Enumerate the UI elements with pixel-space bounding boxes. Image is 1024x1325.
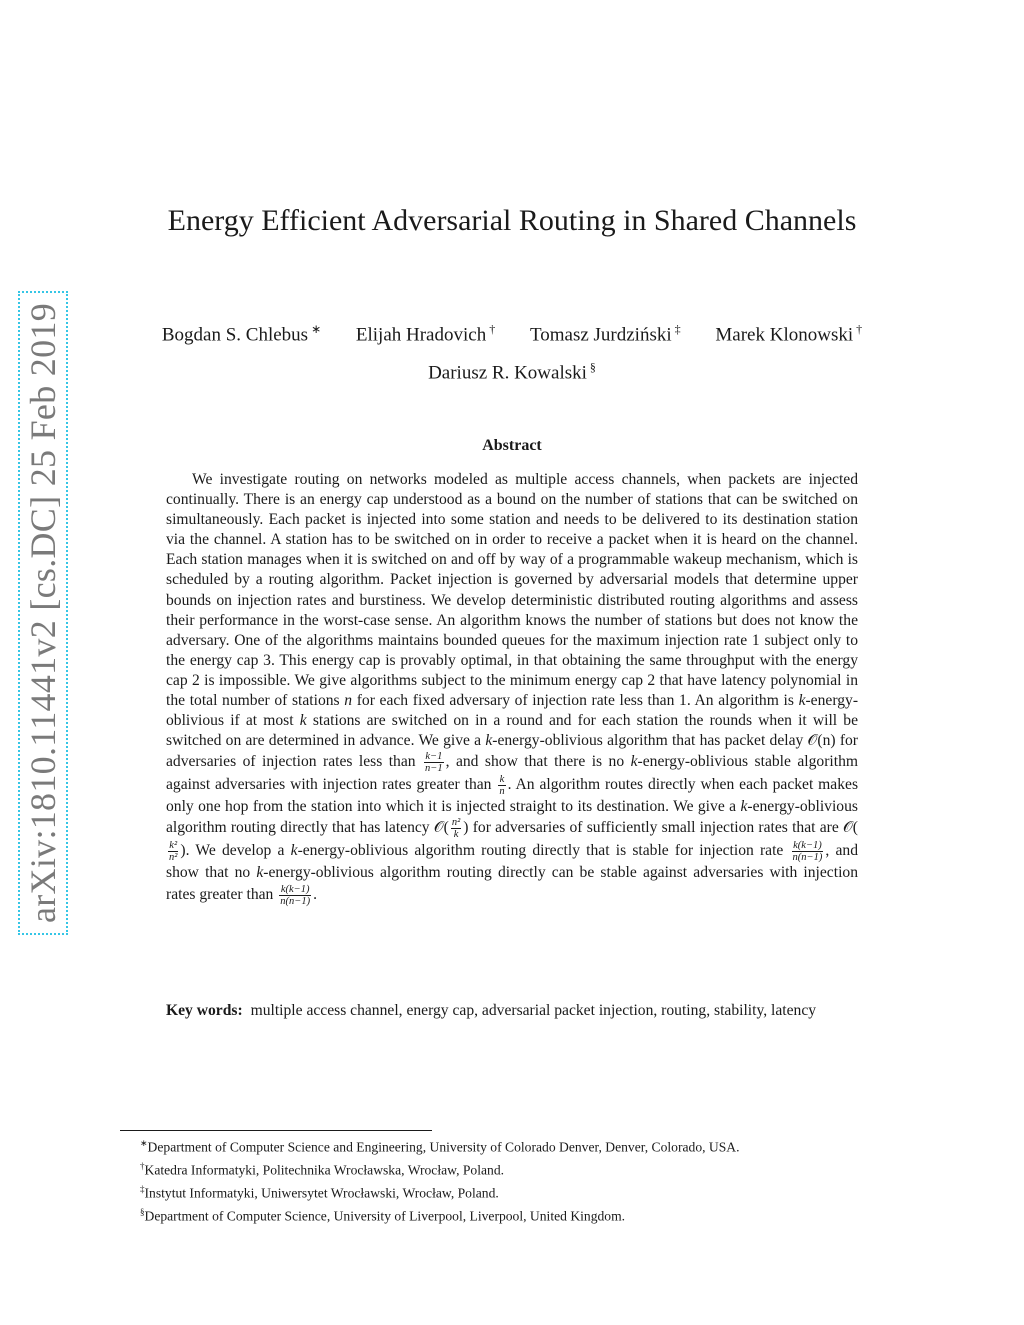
paper-title: Energy Efficient Adversarial Routing in Shared Channels — [167, 204, 857, 238]
abstract-text: -energy-oblivious algorithm that has packet delay — [492, 732, 804, 750]
abstract-text: -energy-oblivious algorithm routing directly can be stable against adversaries with injection rates greater than — [166, 864, 858, 903]
affiliation-mark: § — [589, 360, 596, 375]
abstract-text: , and show that there is no — [445, 753, 625, 771]
author: Marek Klonowski † — [715, 322, 863, 346]
fraction: $\frac{\text{n²}}{k}$ — [451, 817, 461, 841]
affiliation-mark: † — [856, 322, 863, 336]
footnote-divider — [120, 1130, 432, 1131]
arxiv-identifier[interactable]: arXiv:1810.11441v2 [cs.DC] 25 Feb 2019 — [18, 291, 68, 935]
math-var: k — [630, 753, 638, 771]
math-expression: 𝒪( — [842, 819, 859, 837]
author: Bogdan S. Chlebus ∗ — [161, 322, 322, 346]
abstract-heading: Abstract — [482, 437, 542, 454]
arxiv-sidebar — [22, 302, 64, 924]
footnote: †Katedra Informatyki, Politechnika Wrocławska, Wrocław, Poland. — [140, 1161, 505, 1178]
math-expression: ) — [463, 819, 469, 837]
author: Elijah Hradovich † — [355, 322, 496, 346]
math-var: k — [740, 798, 748, 816]
author: Dariusz R. Kowalski § — [428, 360, 596, 384]
math-expression: 𝒪(n) — [807, 732, 836, 750]
abstract-text: . An algorithm routes directly when each packet makes only one hop from the station into which it is injected straight to its destination. We give a — [166, 776, 859, 816]
fraction: $\frac{\text{k²}}{\text{n²}}$ — [169, 840, 178, 864]
math-var: k — [299, 712, 307, 730]
fraction: $\frac{k-1}{n-1}$ — [425, 751, 443, 775]
abstract-text: -energy-oblivious algorithm routing directly that has latency — [166, 798, 858, 837]
abstract-text: -energy-oblivious algorithm routing directly that is stable for injection rate — [297, 842, 784, 860]
abstract-text: stations are switched on in a round and for each station the rounds when it will be switched on are determined in advance. We give a — [166, 712, 859, 750]
math-var: k — [485, 732, 493, 750]
abstract-text: We investigate routing on networks modeled as multiple access channels, when packets are injected continually. There is an energy cap understood as a bound on the number of stations that can be switched on simultaneously. Each packet is injected into some station and needs to be delivered to its destination station via the channel. A station has to be switched on in order to receive a packet when it is heard on the channel. Each station manages when it is switched on and off by way of a programmable wakeup mechanism, which is scheduled by a routing algorithm. Packet injection is governed by adversarial models that determine upper bounds on injection rates and burstiness. We develop deterministic distributed routing algorithms and assess their performance in the worst-case sense. An algorithm knows the number of stations but does not know the adversary. One of the algorithms maintains bounded queues for the maximum injection rate 1 subject only to the energy cap 3. This energy cap is provably optimal, in that obtaining the same throughput with the energy cap 2 is impossible. We give algorithms subject to the minimum energy cap 2 that have latency polynomial in the total number of stations — [166, 471, 858, 710]
footnote: ∗Department of Computer Science and Engineering, University of Colorado Denver, Denver, Colorado, USA. — [140, 1138, 740, 1155]
keywords-label: Key words: — [166, 1002, 243, 1019]
math-var: k — [290, 842, 298, 860]
author-list — [0, 313, 1024, 390]
abstract-text: , and show that no — [166, 842, 858, 882]
affiliation-mark: ‡ — [674, 322, 681, 336]
abstract-text: -energy-oblivious if at most — [166, 692, 859, 730]
abstract-text: for each fixed adversary of injection rate less than 1. An algorithm is — [356, 692, 794, 710]
abstract-text: We develop a — [195, 842, 285, 860]
fraction: $\frac{k(k-1)}{n(n-1)}$ — [280, 883, 311, 907]
math-var: k — [798, 692, 806, 710]
abstract-body — [166, 470, 858, 907]
math-expression: ). — [180, 842, 190, 860]
footnote: ‡Instytut Informatyki, Uniwersytet Wrocławski, Wrocław, Poland. — [140, 1184, 499, 1201]
fraction: $\frac{k}{n}$ — [499, 774, 505, 798]
footnotes — [140, 1134, 900, 1226]
math-var: k — [256, 864, 264, 882]
math-expression: 𝒪( — [433, 819, 449, 837]
affiliation-mark: ∗ — [311, 322, 322, 336]
abstract-text: for adversaries of injection rates less than — [166, 732, 858, 771]
abstract-text: for adversaries of sufficiently small injection rates that are — [472, 819, 839, 837]
abstract-text: -energy-oblivious stable algorithm against adversaries with injection rates greater than — [166, 753, 858, 794]
keywords-text: multiple access channel, energy cap, adversarial packet injection, routing, stability, latency — [250, 1002, 817, 1019]
keywords — [166, 1001, 858, 1022]
author: Tomasz Jurdziński ‡ — [529, 322, 681, 346]
affiliation-mark: † — [489, 322, 496, 336]
footnote: §Department of Computer Science, University of Liverpool, Liverpool, United Kingdom. — [140, 1207, 626, 1224]
math-var: n — [344, 692, 353, 710]
fraction: $\frac{k(k-1)}{n(n-1)}$ — [792, 840, 823, 864]
abstract-text: . — [313, 885, 318, 903]
